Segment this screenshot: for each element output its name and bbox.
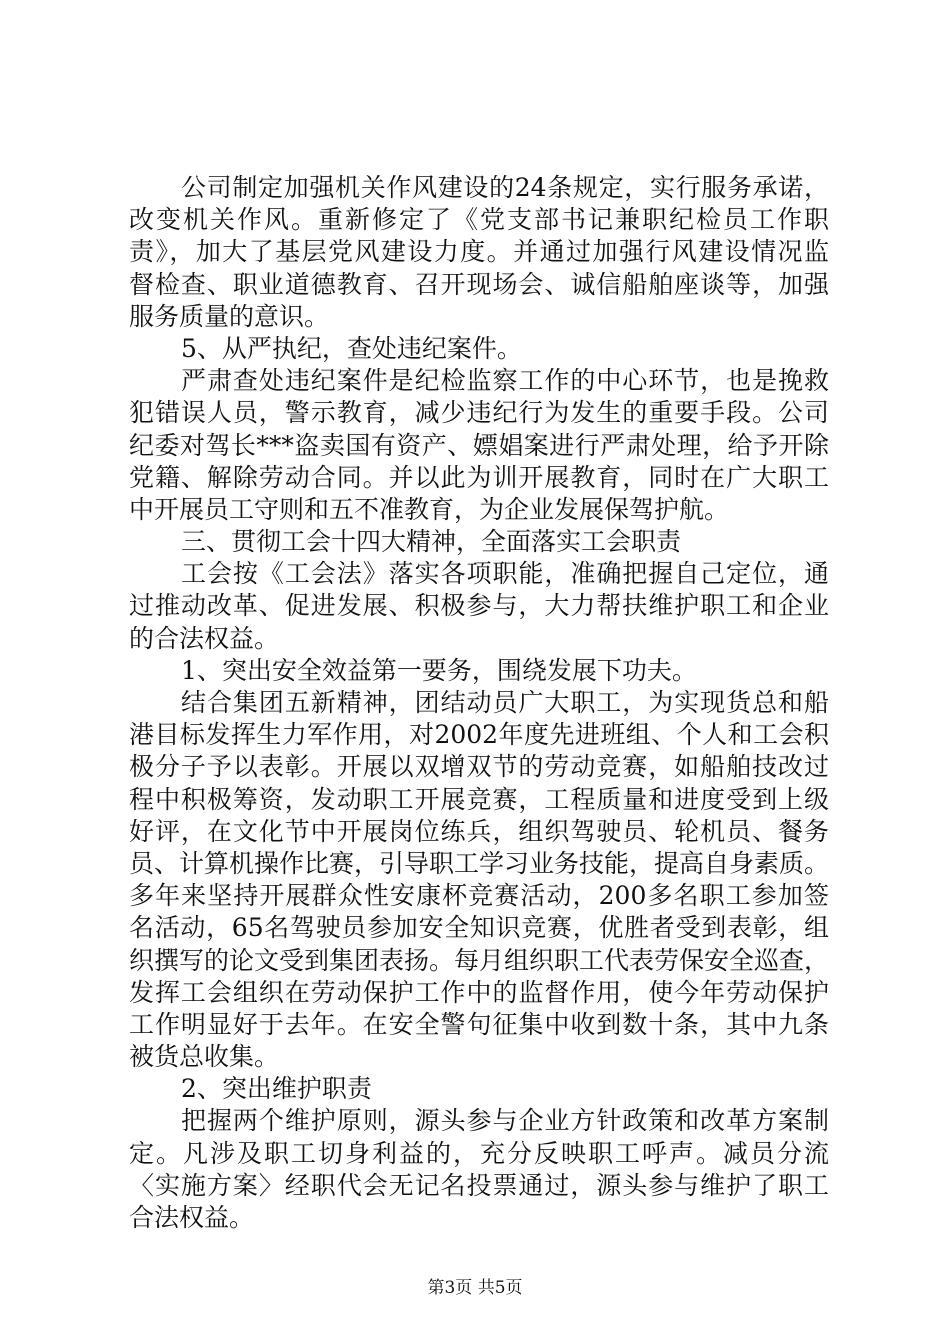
text-line: 的合法权益。 bbox=[129, 623, 280, 653]
text-line: 结合集团五新精神，团结动员广大职工，为实现货总和船 bbox=[181, 688, 829, 717]
text-line: 责》，加大了基层党风建设力度。并通过加强行风建设情况监 bbox=[129, 237, 829, 267]
text-line: 工作明显好于去年。在安全警句征集中收到数十条，其中九条 bbox=[129, 1009, 829, 1039]
section-heading: 三、贯彻工会十四大精神，全面落实工会职责 bbox=[181, 527, 682, 557]
text-line: 纪委对驾长***盗卖国有资产、嫖娼案进行严肃处理，给予开除 bbox=[129, 430, 829, 460]
text-line: 港目标发挥生力军作用，对2002年度先进班组、个人和工会积 bbox=[129, 720, 829, 750]
text-line: 督检查、职业道德教育、召开现场会、诚信船舶座谈等，加强 bbox=[129, 269, 829, 299]
text-line: 服务质量的意识。 bbox=[129, 301, 330, 331]
document-body bbox=[129, 172, 829, 1234]
section-heading: 5、从严执纪，查处违纪案件。 bbox=[181, 333, 522, 363]
text-line: 中开展员工守则和五不准教育，为企业发展保驾护航。 bbox=[129, 494, 730, 524]
text-line: 好评，在文化节中开展岗位练兵，组织驾驶员、轮机员、餐务 bbox=[129, 816, 829, 846]
text-line: 合法权益。 bbox=[129, 1203, 255, 1232]
text-line: 改变机关作风。重新修定了《党支部书记兼职纪检员工作职 bbox=[129, 205, 829, 235]
text-line: 党籍、解除劳动合同。并以此为训开展教育，同时在广大职工 bbox=[129, 462, 829, 492]
page-footer bbox=[0, 1277, 950, 1299]
text-line: 多年来坚持开展群众性安康杯竞赛活动，200多名职工参加签 bbox=[129, 881, 829, 911]
text-line: 员、计算机操作比赛，引导职工学习业务技能，提高自身素质。 bbox=[129, 848, 830, 878]
text-line: 极分子予以表彰。开展以双增双节的劳动竞赛，如船舶技改过 bbox=[129, 752, 829, 782]
text-line: 〈实施方案〉经职代会无记名投票通过，源头参与维护了职工 bbox=[129, 1170, 829, 1200]
text-line: 发挥工会组织在劳动保护工作中的监督作用，使今年劳动保护 bbox=[129, 977, 829, 1007]
text-line: 过推动改革、促进发展、积极参与，大力帮扶维护职工和企业 bbox=[129, 591, 829, 621]
text-line: 犯错误人员，警示教育，减少违纪行为发生的重要手段。公司 bbox=[129, 398, 829, 428]
text-line: 把握两个维护原则，源头参与企业方针政策和改革方案制 bbox=[181, 1106, 829, 1136]
text-line: 程中积极筹资，发动职工开展竞赛，工程质量和进度受到上级 bbox=[129, 784, 829, 814]
text-line: 严肃查处违纪案件是纪检监察工作的中心环节，也是挽救 bbox=[181, 366, 829, 396]
text-line: 公司制定加强机关作风建设的24条规定，实行服务承诺， bbox=[181, 173, 829, 202]
text-line: 工会按《工会法》落实各项职能，准确把握自己定位，通 bbox=[181, 559, 829, 589]
text-line: 被货总收集。 bbox=[129, 1042, 280, 1072]
page-number: 第3页 共5页 bbox=[427, 1278, 523, 1298]
text-line: 名活动，65名驾驶员参加安全知识竞赛，优胜者受到表彰，组 bbox=[129, 913, 829, 943]
section-heading: 1、突出安全效益第一要务，围绕发展下功夫。 bbox=[181, 655, 697, 685]
text-line: 织撰写的论文受到集团表扬。每月组织职工代表劳保安全巡查， bbox=[129, 945, 830, 975]
text-line: 定。凡涉及职工切身利益的，充分反映职工呼声。减员分流 bbox=[129, 1138, 829, 1168]
section-heading: 2、突出维护职责 bbox=[181, 1074, 372, 1104]
